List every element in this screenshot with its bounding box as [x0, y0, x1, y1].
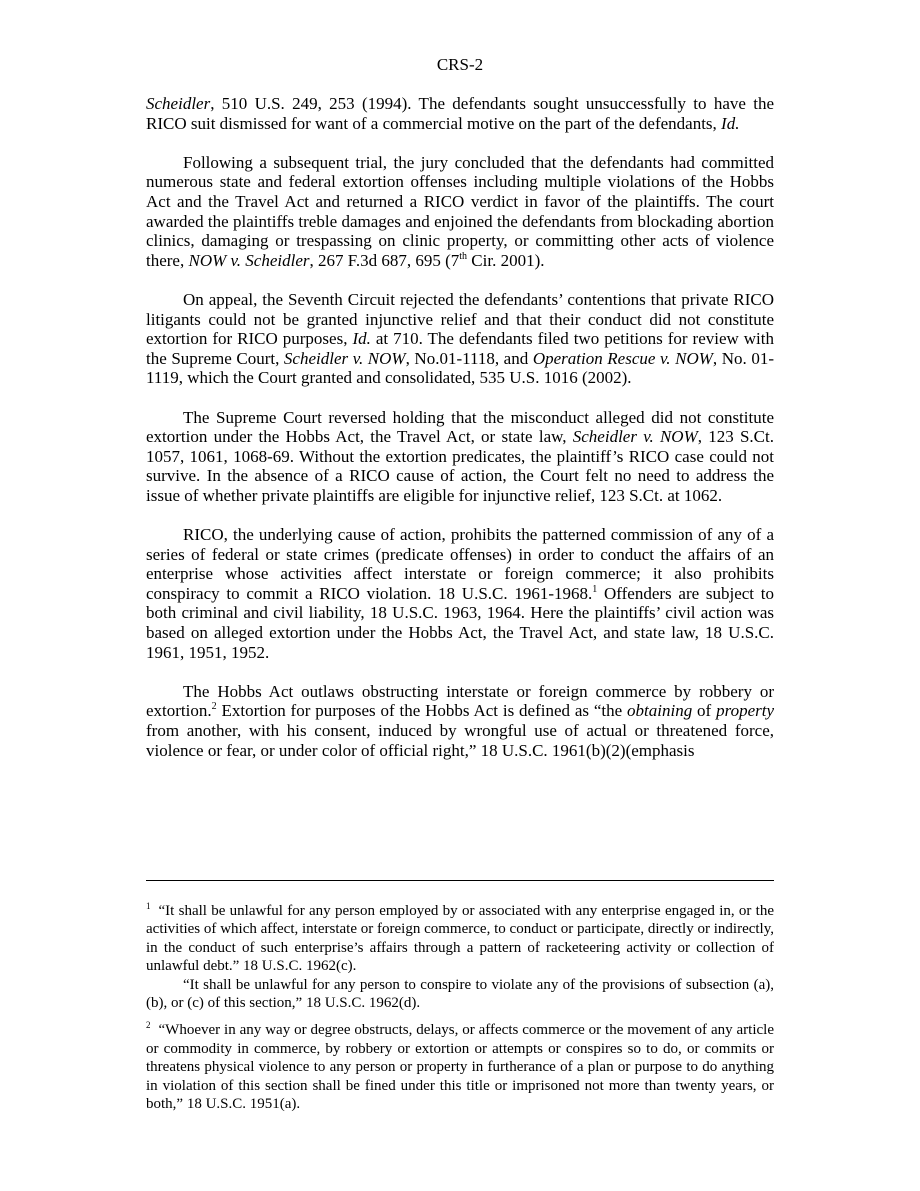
text-run: , 123 S.Ct. 1057, 1061, 1068-69. Without the extortion predicates, the plaintiff’s RICO case could not survive. In the absence of a RICO cause of action, the Court felt no need to address the issue of whether private plaintiffs are eligible for injunctive relief, 123 S.Ct. at 1062.	[146, 427, 774, 505]
text-run: Offenders are subject to both criminal and civil liability, 18 U.S.C. 1963, 1964. Here the plaintiffs’ civil action was based on alleged extortion under the Hobbs Act, the Travel Act, and state law, 18 U.S.C. 1961, 1951, 1952.	[146, 583, 774, 662]
case-name: Operation Rescue v. NOW	[532, 348, 713, 368]
emphasis: obtaining	[627, 701, 693, 721]
footnote-ref-1[interactable]: 1	[592, 583, 598, 595]
text-run: RICO, the underlying cause of action, prohibits the patterned commission of any of a series of federal or state crimes (predicate offenses) in order to conduct the affairs of an enterprise whose activities affect interstate or foreign commerce; it also prohibits conspiracy to commit a RICO violation. 18 U.S.C. 1961-1968.	[146, 525, 774, 603]
footnote-divider	[146, 880, 774, 881]
footnote-marker: 2	[146, 1020, 151, 1031]
footnote-ref-2[interactable]: 2	[211, 701, 217, 713]
paragraph-1	[146, 94, 774, 133]
footnote-text: “It shall be unlawful for any person employed by or associated with any enterprise engaged in, or the activities of which affect, interstate or foreign commerce, to conduct or participate, directly or indirectly, in the conduct of such enterprise’s affairs through a pattern of racketeering activity or collection of unlawful debt.” 18 U.S.C. 1962(c).	[146, 903, 774, 975]
footnote-text: “It shall be unlawful for any person to conspire to violate any of the provisions of subsection (a), (b), or (c) of this section,” 18 U.S.C. 1962(d).	[146, 976, 774, 1012]
text-run: , No. 01-1119, which the Court granted and consolidated, 535 U.S. 1016 (2002).	[146, 348, 774, 388]
text-run: from another, with his consent, induced by wrongful use of actual or threatened force, violence or fear, or under color of official right,” 18 U.S.C. 1961(b)(2)(emphasis	[146, 721, 774, 760]
footnote-text: “Whoever in any way or degree obstructs, delays, or affects commerce or the movement of any article or commodity in commerce, by robbery or extortion or attempts or conspires so to do, or commits or threatens physical violence to any person or property in furtherance of a plan or purpose to do anything in violation of this section shall be fined under this title or imprisoned not more than twenty years, or both,” 18 U.S.C. 1951(a).	[146, 1022, 774, 1113]
paragraph-5	[146, 525, 774, 662]
paragraph-2	[146, 153, 774, 271]
citation-id: Id.	[721, 113, 740, 133]
text-run: at 710. The defendants filed two petitions for review with the Supreme Court,	[146, 329, 774, 368]
footnote-1	[146, 902, 774, 976]
paragraph-4	[146, 408, 774, 506]
text-run: , 267 F.3d 687, 695 (7	[309, 250, 460, 270]
case-name: NOW v. Scheidler	[188, 250, 310, 270]
citation-id: Id.	[352, 329, 371, 349]
page-number-header: CRS-2	[436, 55, 484, 74]
text-run: The Hobbs Act outlaws obstructing interstate or foreign commerce by robbery or extortion.	[146, 681, 774, 721]
paragraph-6	[146, 682, 774, 760]
body-text	[146, 94, 774, 780]
text-run: The Supreme Court reversed holding that the misconduct alleged did not constitute extortion under the Hobbs Act, the Travel Act, or state law,	[146, 407, 774, 447]
case-name: Scheidler	[146, 94, 211, 113]
case-name: Scheidler v. NOW	[572, 427, 698, 447]
text-run: , 510 U.S. 249, 253 (1994). The defendants sought unsuccessfully to have the RICO suit dismissed for want of a commercial motive on the part of the defendants,	[146, 94, 774, 133]
paragraph-3	[146, 290, 774, 388]
footnote-marker: 1	[146, 901, 151, 911]
footnote-2	[146, 1021, 774, 1113]
text-run: Cir. 2001).	[467, 250, 545, 270]
text-run: On appeal, the Seventh Circuit rejected the defendants’ contentions that private RICO litigants could not be granted injunctive relief and that their conduct did not constitute extortion for RICO purposes,	[146, 289, 774, 349]
case-name: Scheidler v. NOW	[283, 348, 406, 368]
footnote-1-continuation	[146, 976, 774, 1013]
text-run: of	[692, 701, 717, 721]
text-run: Following a subsequent trial, the jury concluded that the defendants had committed numerous state and federal extortion offenses including multiple violations of the Hobbs Act and the Travel Act and returned a RICO verdict in favor of the plaintiffs. The court awarded the plaintiffs treble damages and enjoined the defendants from blockading abortion clinics, damaging or trespassing on clinic property, or committing other acts of violence there,	[146, 152, 774, 270]
text-run: , No.01-1118, and	[405, 348, 533, 368]
footnotes	[146, 902, 774, 1113]
emphasis: property	[716, 701, 774, 721]
text-run: Extortion for purposes of the Hobbs Act is defined as “the	[216, 701, 628, 721]
ordinal-superscript: th	[459, 250, 468, 262]
